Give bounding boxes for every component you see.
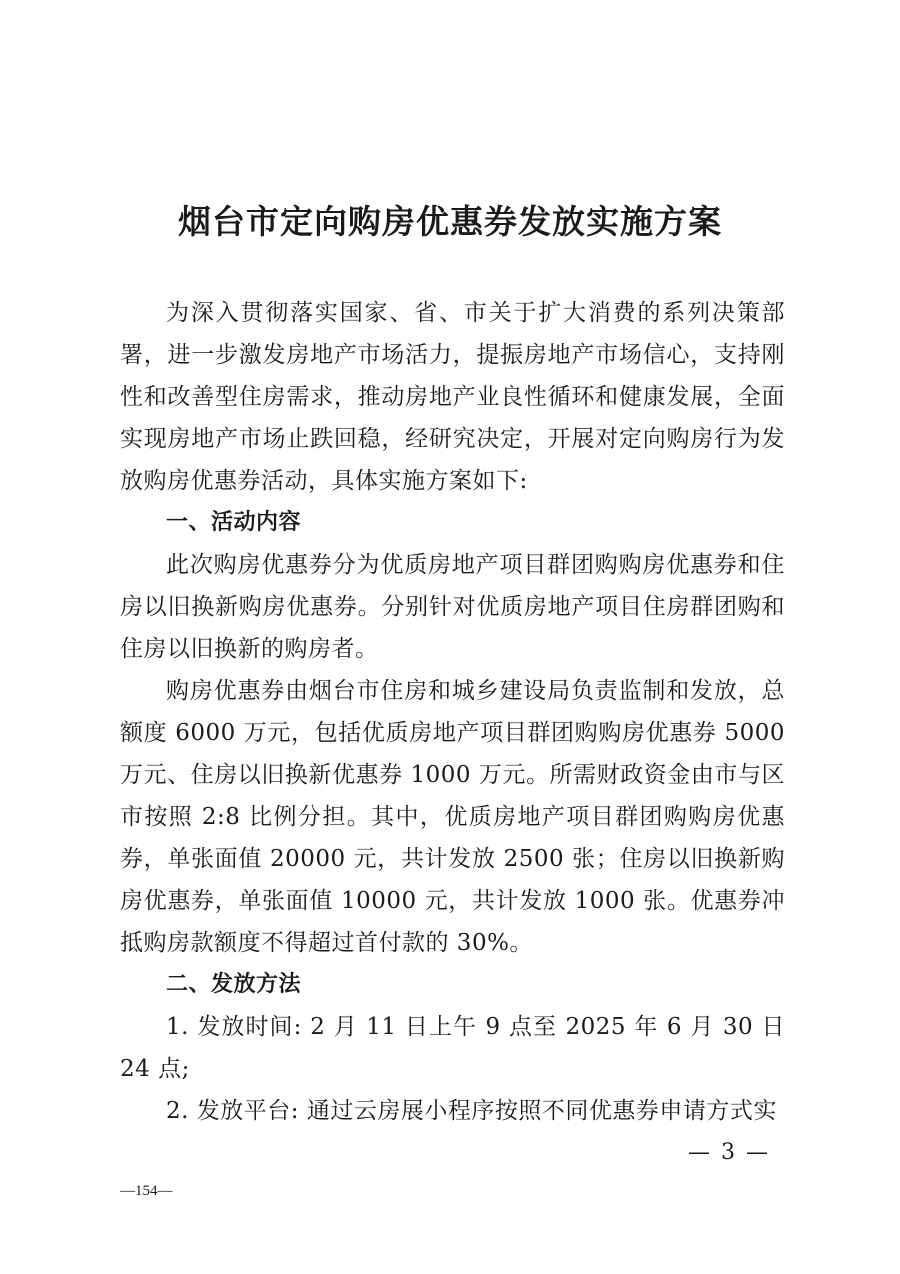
page-number: — 3 — — [688, 1140, 770, 1165]
activity-paragraph-1: 此次购房优惠券分为优质房地产项目群团购购房优惠券和住房以旧换新购房优惠券。分别针对优质房地产项目住房群团购和住房以旧换新的购房者。 — [120, 552, 785, 662]
intro-paragraph: 为深入贯彻落实国家、省、市关于扩大消费的系列决策部署，进一步激发房地产市场活力，提振房地产市场信心，支持刚性和改善型住房需求，推动房地产业良性循环和健康发展，全面实现房地产市场止跌回稳，经研究决定，开展对定向购房行为发放购房优惠券活动，具体实施方案如下: — [120, 300, 785, 494]
distribution-item-platform: 2. 发放平台: 通过云房展小程序按照不同优惠券申请方式实 — [166, 1098, 777, 1124]
volume-page-number: —154— — [120, 1183, 173, 1199]
distribution-item-time: 1. 发放时间: 2 月 11 日上午 9 点至 2025 年 6 月 30 日 24 点; — [120, 1014, 785, 1082]
document-body — [120, 292, 785, 1132]
section-heading-distribution-method: 二、发放方法 — [166, 972, 302, 997]
document-title: 烟台市定向购房优惠券发放实施方案 — [178, 202, 722, 241]
section-heading-activity-content: 一、活动内容 — [166, 510, 302, 535]
activity-paragraph-2: 购房优惠券由烟台市住房和城乡建设局负责监制和发放，总额度 6000 万元，包括优质房地产项目群团购购房优惠券 5000 万元、住房以旧换新优惠券 1000 万元。所需财政资金由市与区市按照 2:8 比例分担。其中，优质房地产项目群团购购房优惠券，单张面值 20000 元，共计发放 2500 张；住房以旧换新购房优惠券，单张面值 10000 元，共计发放 1000 张。优惠券冲抵购房款额度不得超过首付款的 30%。 — [120, 678, 785, 956]
